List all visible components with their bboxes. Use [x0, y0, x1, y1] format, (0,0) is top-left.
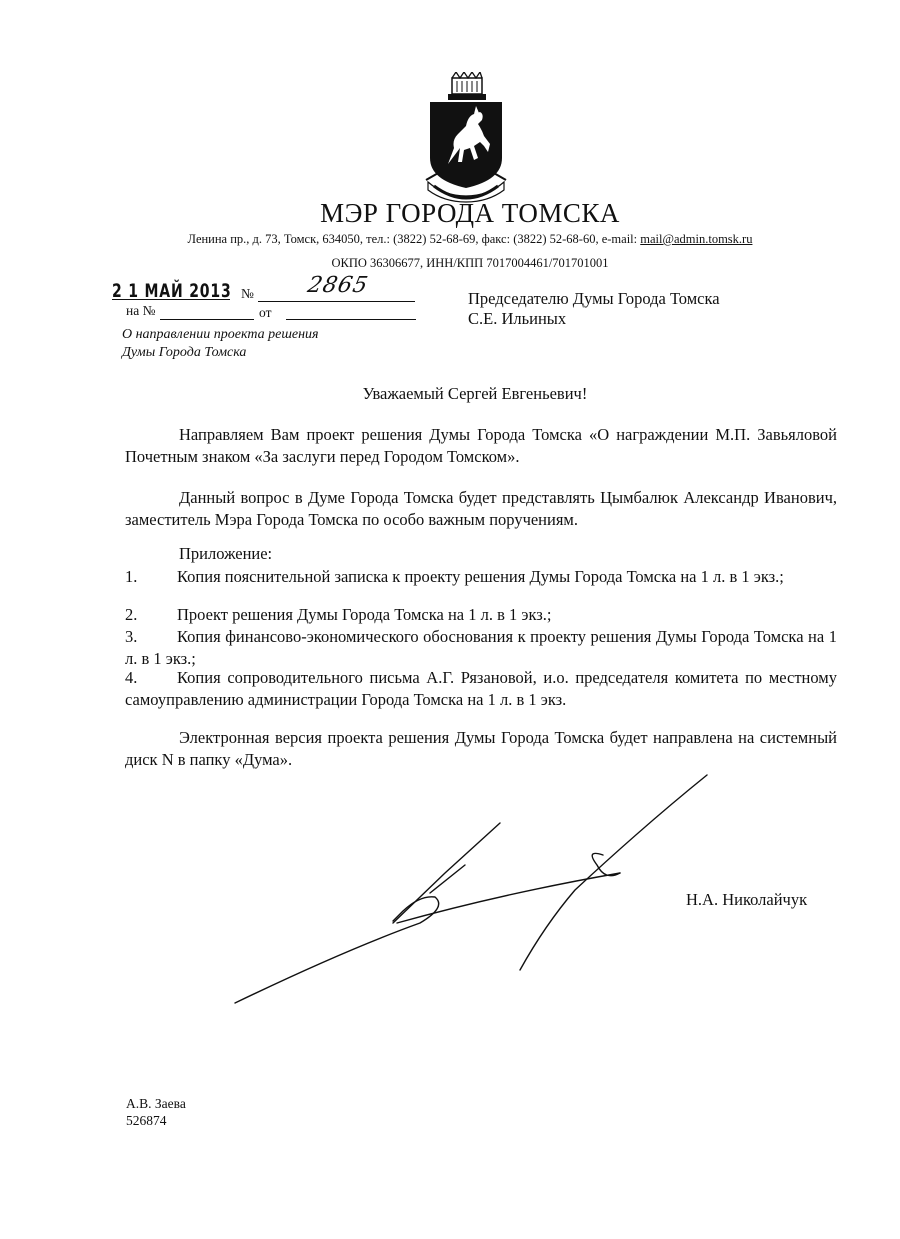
- executor-name: А.В. Заева: [126, 1096, 186, 1111]
- ref-underline: [160, 319, 254, 320]
- address-text: Ленина пр., д. 73, Томск, 634050, тел.: (3822) 52-68-69, факс: (3822) 52-68-60, e-mail:: [187, 232, 641, 246]
- handwritten-number: 2865: [305, 273, 371, 298]
- subject-line-2: Думы Города Томска: [122, 345, 247, 360]
- appendix-item-1: 1. Копия пояснительной записка к проекту решения Думы Города Томска на 1 л. в 1 экз.;: [125, 567, 784, 586]
- from-label: от: [259, 305, 272, 320]
- email-link[interactable]: mail@admin.tomsk.ru: [640, 232, 753, 246]
- appendix-item-3: 3. Копия финансово-экономического обоснования к проекту решения Думы Города Томска на 1 л. в 1 экз.;: [125, 627, 837, 668]
- appendix-label: Приложение:: [179, 544, 273, 563]
- date-underline: [112, 299, 230, 300]
- handwritten-signature: [225, 765, 725, 1015]
- letterhead-codes: ОКПО 36306677, ИНН/КПП 7017004461/701701001: [331, 256, 609, 270]
- greeting: Уважаемый Сергей Евгеньевич!: [362, 384, 588, 403]
- executor-phone: 526874: [126, 1113, 167, 1128]
- appendix-item-4: 4. Копия сопроводительного письма А.Г. Рязановой, и.о. председателя комитета по местному самоуправлению администрации Города Томска на 1 л. в 1 экз.: [125, 668, 837, 709]
- from-underline: [286, 319, 416, 320]
- subject-line-1: О направлении проекта решения: [122, 327, 319, 342]
- ref-label: на №: [126, 303, 156, 318]
- paragraph-3: Электронная версия проекта решения Думы Города Томска будет направлена на системный диск N в папку «Дума».: [125, 728, 837, 769]
- addressee-line-2: С.Е. Ильиных: [468, 309, 567, 328]
- paragraph-2: Данный вопрос в Думе Города Томска будет представлять Цымбалюк Александр Иванович, заместитель Мэра Города Томска по особо важным поручениям.: [125, 488, 837, 529]
- signer-name: Н.А. Николайчук: [686, 890, 808, 909]
- letterhead-address: [0, 232, 900, 247]
- number-underline: [258, 301, 415, 302]
- tomsk-coat-of-arms-icon: [424, 72, 508, 204]
- paragraph-1: Направляем Вам проект решения Думы Города Томска «О награждении М.П. Завьяловой Почетным знаком «За заслуги перед Городом Томском».: [125, 425, 837, 466]
- addressee-line-1: Председателю Думы Города Томска: [468, 289, 720, 308]
- stamped-date: 2 1 МАЙ 2013: [112, 280, 232, 302]
- letterhead-title: МЭР ГОРОДА ТОМСКА: [320, 198, 620, 228]
- appendix-item-2: 2. Проект решения Думы Города Томска на 1 л. в 1 экз.;: [125, 605, 552, 624]
- number-label: №: [241, 286, 254, 301]
